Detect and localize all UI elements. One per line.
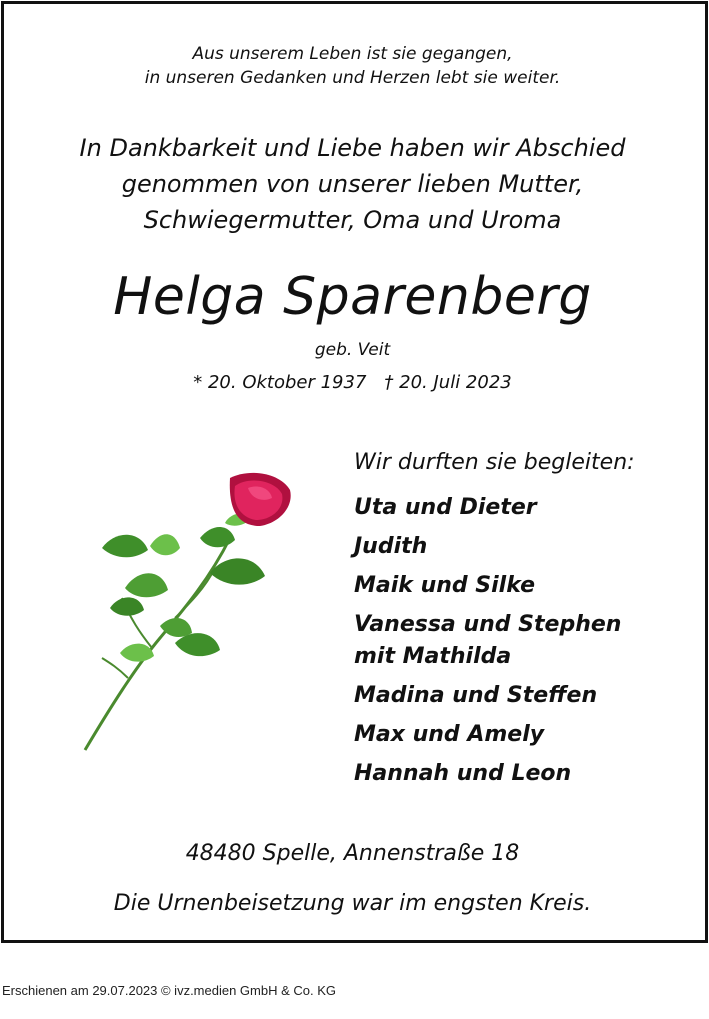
- list-item: Uta und Dieter: [354, 495, 537, 520]
- publication-footer: Erschienen am 29.07.2023 © ivz.medien GmbH & Co. KG: [2, 983, 337, 998]
- farewell-line-3: Schwiegermutter, Oma und Uroma: [143, 206, 562, 234]
- farewell-line-1: In Dankbarkeit und Liebe haben wir Abschied: [79, 134, 626, 162]
- list-item: Maik und Silke: [354, 573, 535, 598]
- rose-branch-3: [102, 658, 128, 678]
- birth-name: geb. Veit: [314, 340, 391, 360]
- family-list: [354, 492, 621, 797]
- leaf-9: [110, 597, 144, 615]
- birth-date: * 20. Oktober 1937: [193, 372, 367, 393]
- rose-icon: [80, 468, 300, 758]
- list-item-line: Vanessa und Stephen: [354, 612, 622, 637]
- list-item: Max und Amely: [354, 722, 545, 747]
- death-date: † 20. Juli 2023: [384, 372, 512, 393]
- list-item: [354, 609, 621, 673]
- life-dates: [0, 370, 705, 396]
- burial-note: Die Urnenbeisetzung war im engsten Kreis.: [113, 891, 592, 916]
- deceased-name: Helga Sparenberg: [113, 267, 592, 327]
- list-item: Hannah und Leon: [354, 761, 572, 786]
- intro-line-1: Aus unserem Leben ist sie gegangen,: [192, 44, 513, 64]
- intro-line-2: in unseren Gedanken und Herzen lebt sie weiter.: [144, 68, 561, 88]
- family-heading: Wir durften sie begleiten:: [354, 450, 635, 475]
- leaf-2: [125, 573, 168, 597]
- list-item: Madina und Steffen: [354, 683, 598, 708]
- list-item: Judith: [354, 534, 428, 559]
- list-item-line: mit Mathilda: [354, 644, 512, 669]
- leaf-1: [102, 535, 148, 558]
- farewell-line-2: genommen von unserer lieben Mutter,: [121, 170, 584, 198]
- intro-verse: [0, 42, 705, 90]
- leaf-3: [150, 534, 180, 555]
- leaf-8: [120, 644, 154, 662]
- leaf-4: [200, 527, 235, 547]
- address: 48480 Spelle, Annenstraße 18: [185, 841, 520, 866]
- farewell-text: [0, 130, 705, 238]
